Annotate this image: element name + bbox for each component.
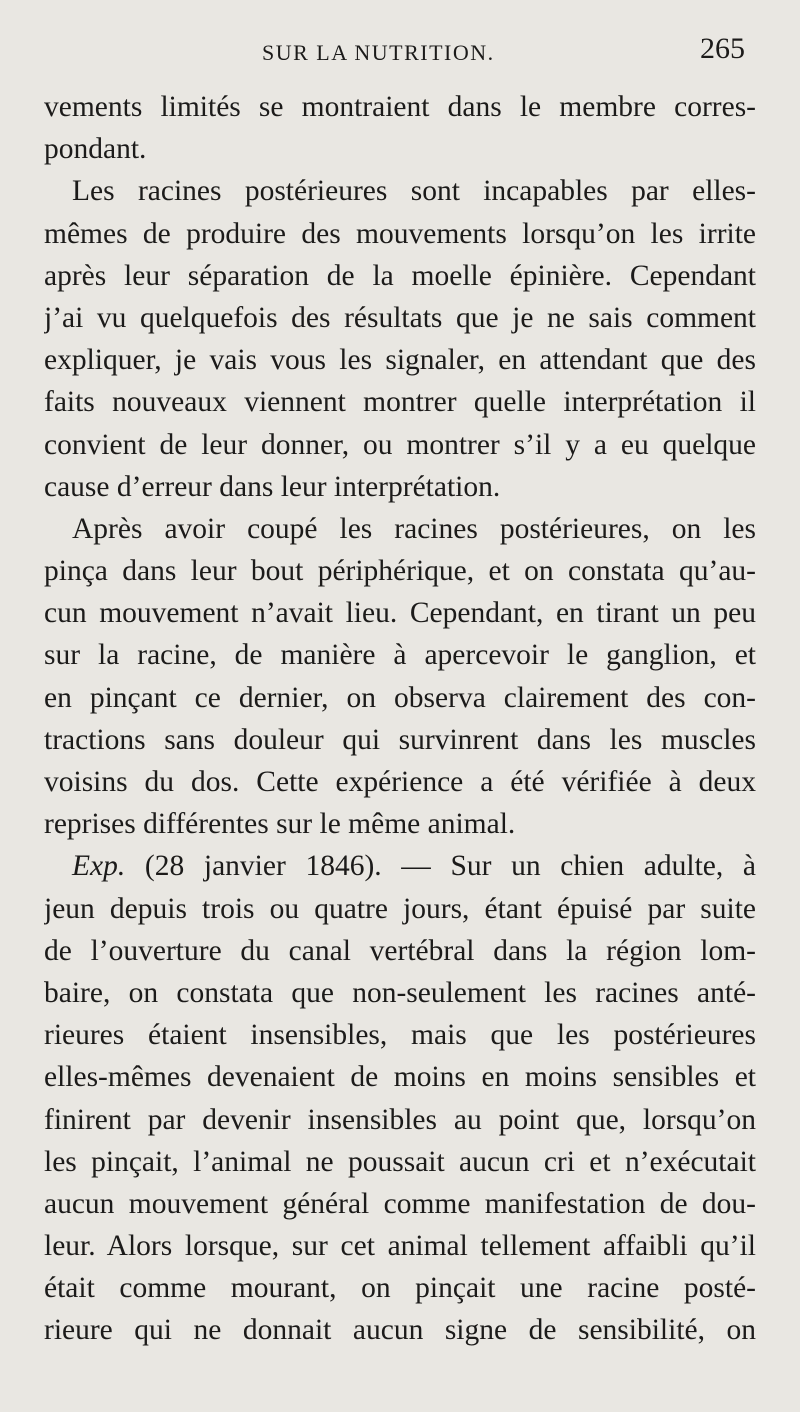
text-line: rieures étaient insensibles, mais que les postérieures <box>44 1019 756 1052</box>
text-line: était comme mourant, on pinçait une racine posté- <box>44 1272 756 1305</box>
page-header <box>0 32 800 72</box>
text-line: reprises différentes sur le même animal. <box>44 808 516 841</box>
text-line: Les racines postérieures sont incapables par elles- <box>72 175 756 208</box>
text-line: j’ai vu quelquefois des résultats que je ne sais comment <box>44 301 756 334</box>
text-line: convient de leur donner, ou montrer s’il y a eu quelque <box>44 428 756 461</box>
text-line: aucun mouvement général comme manifestation de dou- <box>44 1187 756 1220</box>
text-line: leur. Alors lorsque, sur cet animal tellement affaibli qu’il <box>44 1230 756 1263</box>
text-line: vements limités se montraient dans le membre corres- <box>44 91 756 123</box>
text-line: pinça dans leur bout périphérique, et on constata qu’au- <box>44 555 756 588</box>
exp-line-text: (28 janvier 1846). — Sur un chien adulte, à <box>125 850 756 883</box>
text-line: jeun depuis trois ou quatre jours, étant épuisé par suite <box>44 892 756 925</box>
text-line: cun mouvement n’avait lieu. Cependant, en tirant un peu <box>44 597 756 630</box>
text-line: Après avoir coupé les racines postérieures, on les <box>72 512 756 545</box>
page-number: 265 <box>700 32 745 65</box>
text-line: rieure qui ne donnait aucun signe de sensibilité, on <box>44 1314 756 1347</box>
text-line: cause d’erreur dans leur interprétation. <box>44 470 501 503</box>
text-line: les pinçait, l’animal ne poussait aucun cri et n’exécutait <box>44 1145 756 1178</box>
text-line: voisins du dos. Cette expérience a été vérifiée à deux <box>44 766 756 798</box>
text-line: après leur séparation de la moelle épinière. Cependant <box>44 259 756 292</box>
text-line: pondant. <box>44 133 147 166</box>
body-text <box>44 86 756 1352</box>
text-line: finirent par devenir insensibles au point que, lorsqu’on <box>44 1103 756 1136</box>
text-line: de l’ouverture du canal vertébral dans la région lom- <box>44 934 756 967</box>
running-title: SUR LA NUTRITION. <box>262 40 495 65</box>
text-line: faits nouveaux viennent montrer quelle interprétation il <box>44 386 756 419</box>
text-line: en pinçant ce dernier, on observa clairement des con- <box>44 681 756 714</box>
text-line: sur la racine, de manière à apercevoir le ganglion, et <box>44 639 756 672</box>
text-line: tractions sans douleur qui survinrent dans les muscles <box>44 723 756 756</box>
exp-label: Exp. <box>72 850 126 883</box>
text-line: elles-mêmes devenaient de moins en moins sensibles et <box>44 1061 756 1094</box>
text-line: expliquer, je vais vous les signaler, en attendant que des <box>44 344 756 377</box>
text-line <box>44 845 756 887</box>
text-line: mêmes de produire des mouvements lorsqu’on les irrite <box>44 217 756 250</box>
text-line: baire, on constata que non-seulement les racines anté- <box>44 976 756 1009</box>
